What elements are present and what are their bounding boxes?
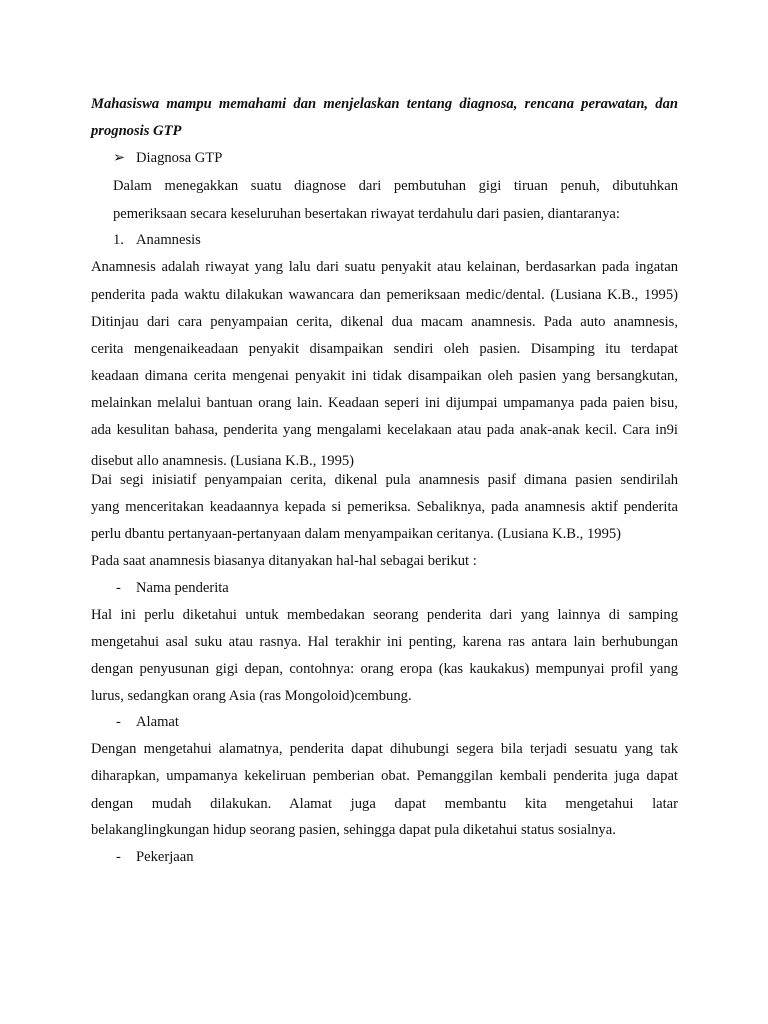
objective-heading-line-2: prognosis GTP (91, 123, 182, 139)
paragraph-3-line: Hal ini perlu diketahui untuk membedakan seorang penderita dari yang lainnya di samping (91, 607, 678, 623)
paragraph-3-line: mengetahui asal suku atau rasnya. Hal terakhir ini penting, karena ras antara lain berhubungan (91, 634, 678, 650)
paragraph-1-line: cerita mengenaikeadaan penyakit disampaikan sendiri oleh pasien. Disamping itu terdapat (91, 341, 678, 357)
paragraph-3-line: lurus, sedangkan orang Asia (ras Mongoloid)cembung. (91, 688, 412, 704)
intro-line-2: pemeriksaan secara keseluruhan besertakan riwayat terdahulu dari pasien, diantaranya: (113, 206, 620, 222)
item-title-anamnesis: Anamnesis (136, 232, 201, 248)
paragraph-4-line: dengan mudah dilakukan. Alamat juga dapat membantu kita mengetahui latar (91, 796, 678, 812)
paragraph-1-line: disebut allo anamnesis. (Lusiana K.B., 1995) (91, 453, 355, 469)
arrow-bullet-icon: ➢ (113, 150, 126, 166)
paragraph-4-line: Dengan mengetahui alamatnya, penderita dapat dihubungi segera bila terjadi sesuatu yang tak (91, 741, 678, 757)
paragraph-4-line: diharapkan, umpamanya kekeliruan pemberian obat. Pemanggilan kembali penderita juga dapat (91, 768, 678, 784)
paragraph-1-line: ada kesulitan bahasa, penderita yang mengalami kecelakaan atau pada anak-anak kecil. Cara in9i (91, 422, 678, 438)
paragraph-3-line: dengan penyusunan gigi depan, contohnya: orang eropa (kas kaukakus) mempunyai profil yang (91, 661, 678, 677)
paragraph-1-line: melainkan melalui bantuan orang lain. Keadaan seperi ini dijumpai umpamanya pada paien bisu, (91, 395, 678, 411)
paragraph-2-line: Pada saat anamnesis biasanya ditanyakan hal-hal sebagai berikut : (91, 553, 477, 569)
subitem-title-alamat: Alamat (136, 714, 179, 730)
intro-line-1: Dalam menegakkan suatu diagnose dari pembutuhan gigi tiruan penuh, dibutuhkan (113, 178, 678, 194)
dash-bullet: - (116, 849, 121, 865)
subitem-title-pekerjaan: Pekerjaan (136, 849, 194, 865)
paragraph-1-line: Anamnesis adalah riwayat yang lalu dari suatu penyakit atau kelainan, berdasarkan pada ingatan (91, 259, 678, 275)
paragraph-4-line: belakanglingkungan hidup seorang pasien, sehingga dapat pula diketahui status sosialnya. (91, 822, 616, 838)
paragraph-1-line: Ditinjau dari cara penyampaian cerita, dikenal dua macam anamnesis. Pada auto anamnesis, (91, 314, 678, 330)
paragraph-2-line: perlu dbantu pertanyaan-pertanyaan dalam menyampaikan ceritanya. (Lusiana K.B., 1995) (91, 526, 622, 542)
list-number: 1. (113, 232, 124, 248)
section-title: Diagnosa GTP (136, 150, 223, 166)
dash-bullet: - (116, 714, 121, 730)
subitem-title-nama-penderita: Nama penderita (136, 580, 229, 596)
paragraph-1-line: penderita pada waktu dilakukan wawancara dan pemeriksaan medic/dental. (Lusiana K.B., 1995) (91, 287, 678, 303)
paragraph-1-line: keadaan dimana cerita mengenai penyakit ini tidak disampaikan oleh pasien yang bersangkutan, (91, 368, 678, 384)
objective-heading-line-1: Mahasiswa mampu memahami dan menjelaskan tentang diagnosa, rencana perawatan, dan (91, 96, 678, 112)
dash-bullet: - (116, 580, 121, 596)
paragraph-2-line: Dai segi inisiatif penyampaian cerita, dikenal pula anamnesis pasif dimana pasien sendirilah (91, 472, 678, 488)
paragraph-2-line: yang menceritakan keadaannya kepada si pemeriksa. Sebaliknya, pada anamnesis aktif penderita (91, 499, 678, 515)
